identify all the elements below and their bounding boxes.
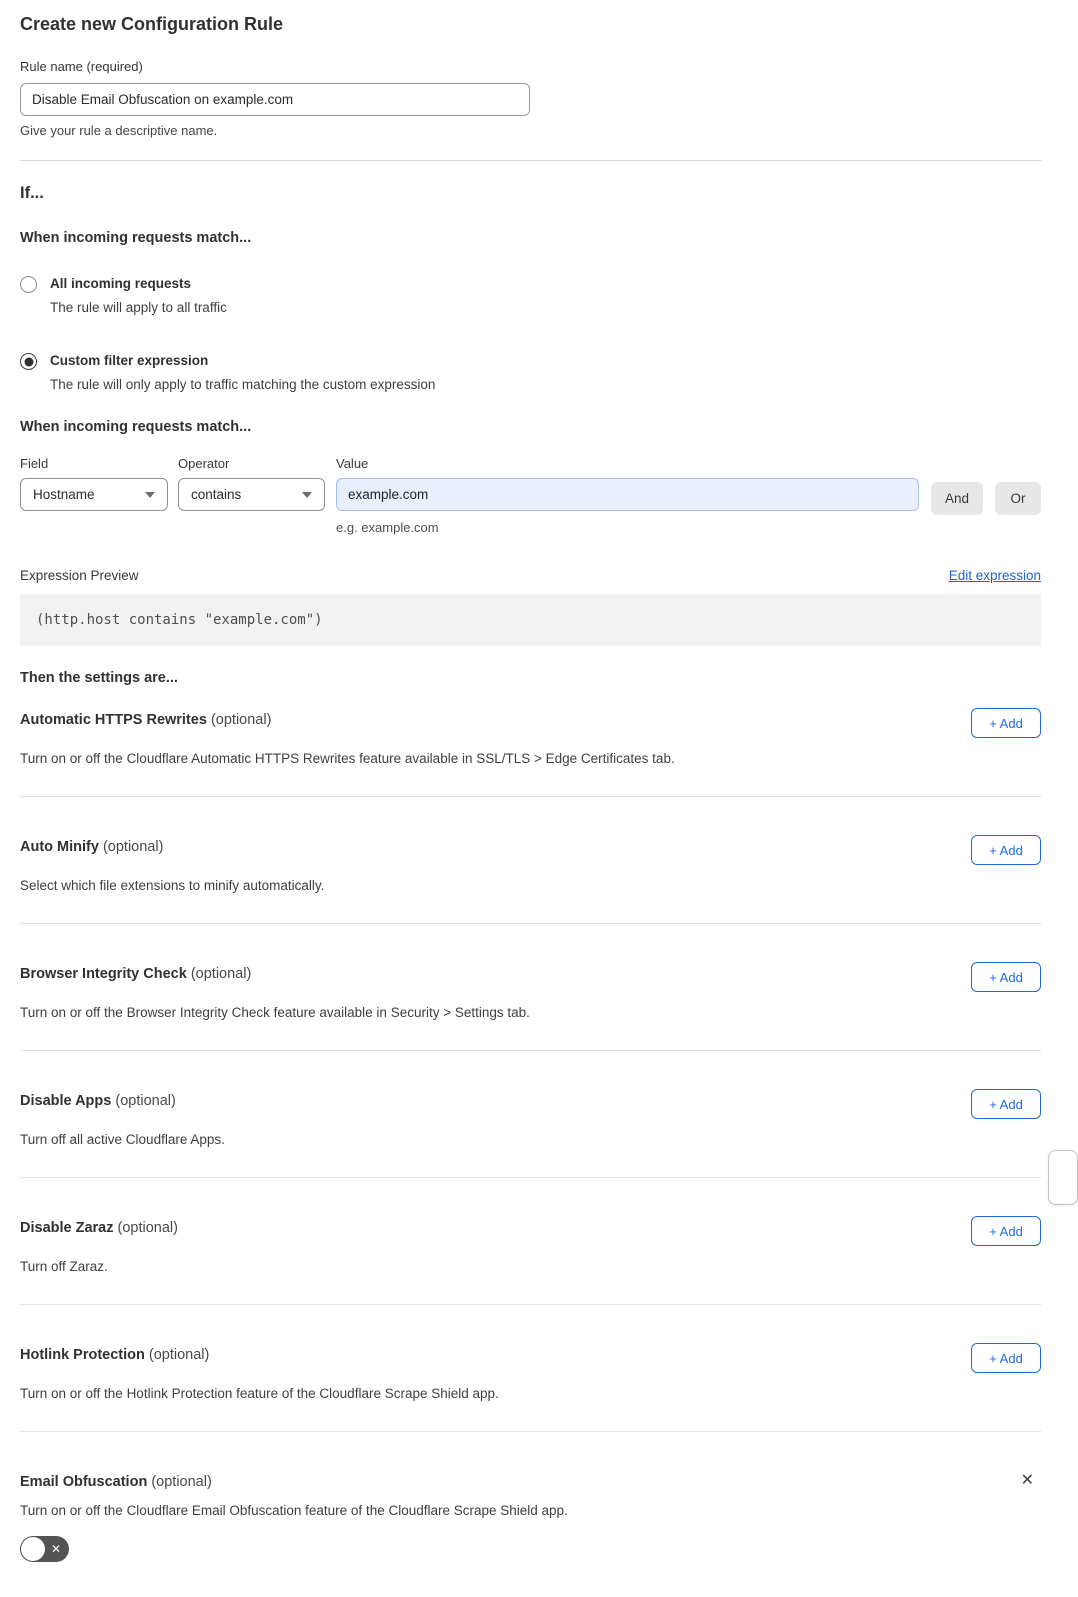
rule-name-help: Give your rule a descriptive name. (20, 123, 218, 138)
setting-description: Turn on or off the Browser Integrity Check feature available in Security > Settings tab. (20, 1005, 530, 1020)
chevron-down-icon (145, 492, 155, 498)
section-divider (20, 160, 1041, 161)
optional-tag: (optional) (151, 1474, 212, 1490)
add-button[interactable]: + Add (971, 835, 1041, 865)
optional-tag: (optional) (190, 966, 252, 982)
radio-option-custom-filter[interactable] (20, 352, 1041, 392)
request-match-radio-group (20, 275, 1041, 392)
radio-label: Custom filter expression (50, 353, 209, 368)
add-button[interactable]: + Add (971, 962, 1041, 992)
rule-name-label: Rule name (required) (20, 59, 143, 74)
optional-tag: (optional) (102, 839, 164, 855)
setting-description: Turn on or off the Cloudflare Email Obfuscation feature of the Cloudflare Scrape Shield app. (20, 1503, 568, 1518)
setting-title: Disable Apps (20, 1093, 112, 1109)
operator-select-value: contains (191, 487, 242, 502)
if-heading: If... (20, 184, 44, 202)
operator-select[interactable] (178, 478, 325, 511)
setting-row-browser-integrity-check (20, 924, 1041, 1051)
toggle-off-mark-icon: ✕ (50, 1542, 61, 1556)
setting-title: Auto Minify (20, 839, 99, 855)
optional-tag: (optional) (117, 1220, 178, 1236)
email-obfuscation-toggle[interactable] (20, 1536, 69, 1562)
expression-builder-row (20, 456, 1041, 535)
and-button[interactable]: And (931, 482, 983, 515)
or-button[interactable]: Or (995, 482, 1041, 515)
setting-row-auto-minify (20, 797, 1041, 924)
setting-title: Automatic HTTPS Rewrites (20, 712, 207, 728)
radio-description: The rule will only apply to traffic matching the custom expression (50, 377, 436, 392)
setting-description: Turn on or off the Hotlink Protection feature of the Cloudflare Scrape Shield app. (20, 1386, 499, 1401)
setting-title: Disable Zaraz (20, 1220, 114, 1236)
radio-description: The rule will apply to all traffic (50, 300, 227, 315)
optional-tag: (optional) (210, 712, 272, 728)
edit-expression-link[interactable]: Edit expression (948, 568, 1041, 583)
settings-list (20, 686, 1041, 1597)
setting-title: Email Obfuscation (20, 1474, 148, 1490)
value-label: Value (336, 456, 369, 471)
setting-description: Turn on or off the Cloudflare Automatic HTTPS Rewrites feature available in SSL/TLS > Edge Certificates tab. (20, 751, 675, 766)
add-button[interactable]: + Add (971, 1343, 1041, 1373)
expression-builder-heading: When incoming requests match... (20, 419, 252, 435)
expression-preview-code: (http.host contains "example.com") (20, 594, 1041, 646)
setting-row-hotlink-protection (20, 1305, 1041, 1432)
add-button[interactable]: + Add (971, 1216, 1041, 1246)
setting-row-automatic-https-rewrites (20, 686, 1041, 797)
match-heading: When incoming requests match... (20, 230, 252, 246)
setting-description: Turn off all active Cloudflare Apps. (20, 1132, 225, 1147)
setting-description: Turn off Zaraz. (20, 1259, 108, 1274)
setting-row-email-obfuscation (20, 1432, 1041, 1597)
optional-tag: (optional) (115, 1093, 176, 1109)
radio-option-all-requests[interactable] (20, 275, 1041, 315)
add-button[interactable]: + Add (971, 708, 1041, 738)
radio-icon[interactable] (20, 276, 37, 293)
setting-title: Browser Integrity Check (20, 966, 187, 982)
optional-tag: (optional) (148, 1347, 210, 1363)
setting-row-disable-zaraz (20, 1178, 1041, 1305)
radio-icon[interactable] (20, 353, 37, 370)
value-hint: e.g. example.com (336, 520, 439, 535)
expression-preview-label: Expression Preview (20, 568, 139, 583)
field-label: Field (20, 456, 49, 471)
setting-row-disable-apps (20, 1051, 1041, 1178)
add-button[interactable]: + Add (971, 1089, 1041, 1119)
field-select[interactable] (20, 478, 168, 511)
setting-description: Select which file extensions to minify automatically. (20, 878, 325, 893)
then-settings-heading: Then the settings are... (20, 670, 178, 686)
operator-label: Operator (178, 456, 230, 471)
partial-floating-widget[interactable] (1048, 1150, 1078, 1205)
radio-label: All incoming requests (50, 276, 192, 291)
value-input[interactable] (336, 478, 919, 511)
setting-title: Hotlink Protection (20, 1347, 145, 1363)
toggle-knob (21, 1537, 45, 1561)
rule-name-input[interactable] (20, 83, 530, 116)
field-select-value: Hostname (33, 487, 95, 502)
page-title: Create new Configuration Rule (20, 14, 284, 34)
rule-name-block (20, 59, 1041, 138)
close-icon[interactable]: ✕ (1020, 1472, 1034, 1489)
chevron-down-icon (302, 492, 312, 498)
